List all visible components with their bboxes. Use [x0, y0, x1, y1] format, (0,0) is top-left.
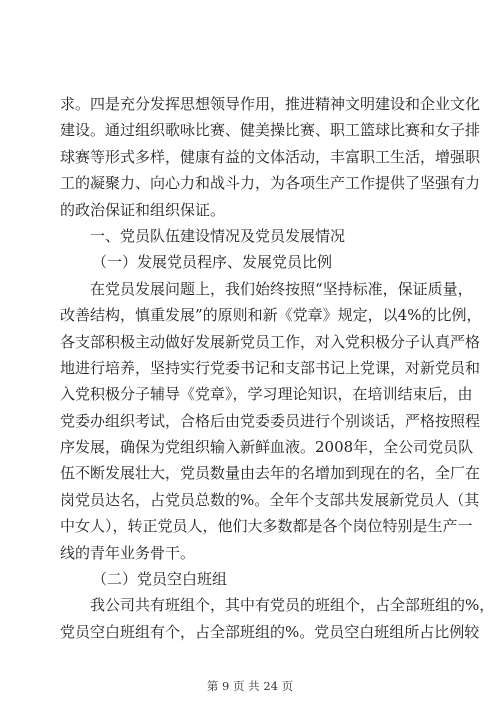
paragraph-line: 岗党员达名，占党员总数的%。全年个支部共发展新党员人（其 — [60, 490, 480, 509]
paragraph-line: 线的青年业务骨干。 — [60, 543, 196, 562]
paragraph-line: 入党积极分子辅导《党章》，学习理论知识，在培训结束后，由 — [60, 385, 473, 404]
subsection-heading: （一）发展党员程序、发展党员比例 — [92, 253, 333, 272]
page-number-footer: 第 9 页 共 24 页 — [206, 679, 294, 693]
paragraph-line: 序发展，确保为党组织输入新鲜血液。2008年，全公司党员队 — [60, 438, 474, 457]
paragraph-line: 各支部积极主动做好发展新党员工作，对入党积极分子认真严格 — [60, 332, 481, 351]
paragraph-line: 改善结构，慎重发展”的原则和新《党章》规定，以4%的比例， — [60, 306, 482, 325]
subsection-heading: （二）党员空白班组 — [92, 570, 228, 589]
paragraph-line: 我公司共有班组个，其中有党员的班组个，占全部班组的%， — [90, 596, 495, 615]
section-heading: 一、党员队伍建设情况及党员发展情况 — [90, 226, 346, 245]
paragraph-line: 工的凝聚力、向心力和战斗力，为各项生产工作提供了坚强有力 — [60, 174, 481, 193]
paragraph-line: 伍不断发展壮大，党员数量由去年的名增加到现在的名，全厂在 — [60, 464, 481, 483]
paragraph-line: 建设。通过组织歌咏比赛、健美操比赛、职工篮球比赛和女子排 — [60, 121, 481, 140]
paragraph-line: 球赛等形式多样，健康有益的文体活动，丰富职工生活，增强职 — [60, 147, 481, 166]
paragraph-line: 在党员发展问题上，我们始终按照“坚持标准，保证质量， — [90, 279, 473, 298]
document-body — [60, 91, 495, 645]
paragraph-line: 党委办组织考试，合格后由党委委员进行个别谈话，严格按照程 — [60, 411, 481, 430]
paragraph-line: 的政治保证和组织保证。 — [60, 200, 226, 219]
paragraph-line: 地进行培养，坚持实行党委书记和支部书记上党课，对新党员和 — [60, 358, 481, 377]
paragraph-line: 党员空白班组有个，占全部班组的%。党员空白班组所占比例较 — [60, 622, 480, 641]
paragraph-line: 中女人），转正党员人，他们大多数都是各个岗位特别是生产一 — [60, 517, 473, 536]
paragraph-line: 求。四是充分发挥思想领导作用，推进精神文明建设和企业文化 — [60, 95, 481, 113]
